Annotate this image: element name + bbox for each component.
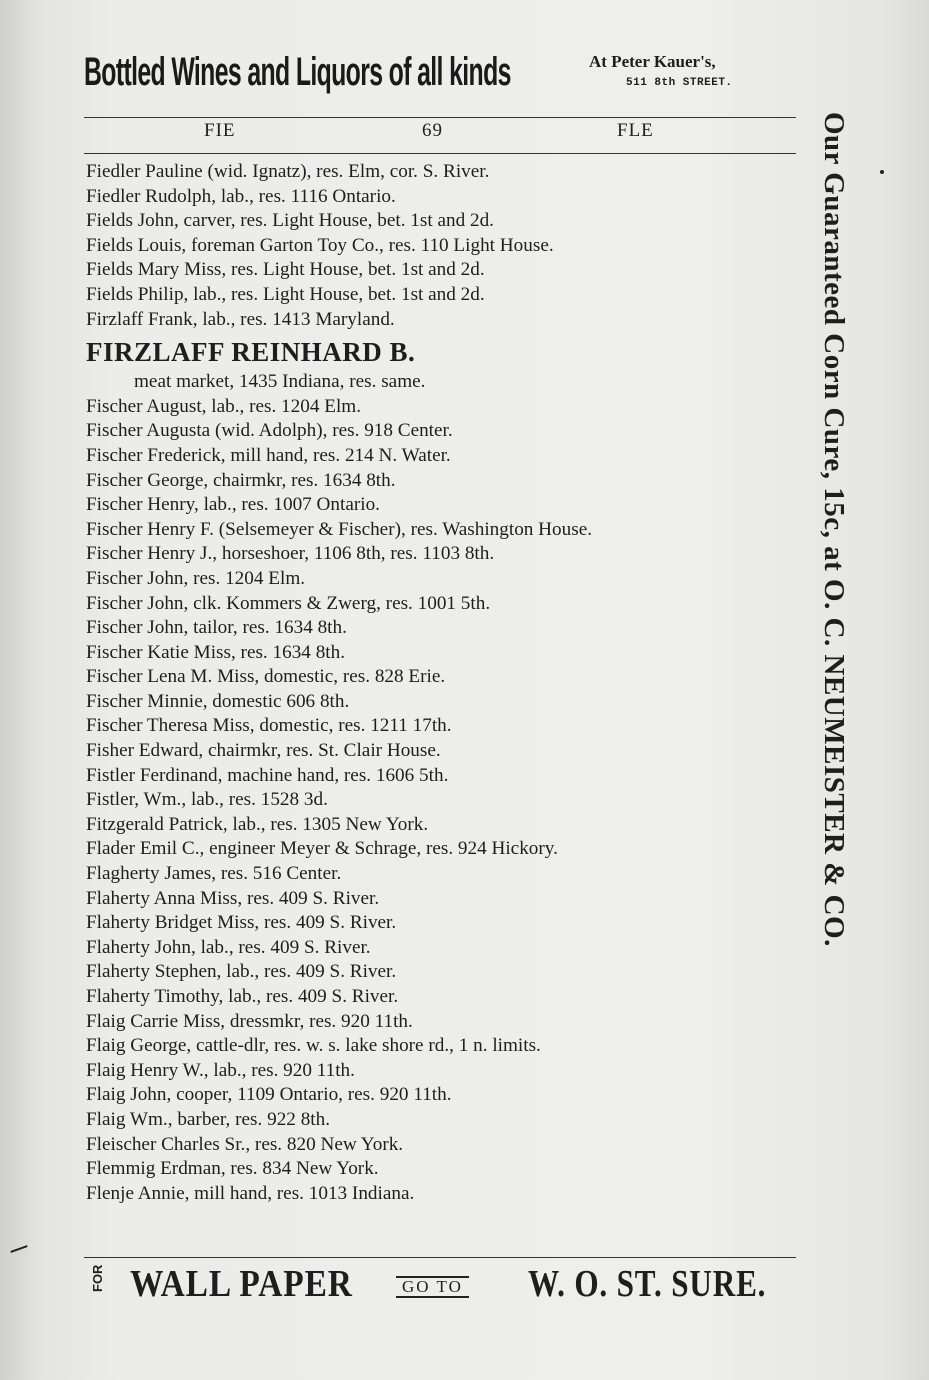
directory-entry: Flader Emil C., engineer Meyer & Schrage, res. 924 Hickory. [86,838,558,860]
directory-entry: Fischer Augusta (wid. Adolph), res. 918 Center. [86,420,453,442]
directory-entry: Firzlaff Frank, lab., res. 1413 Maryland. [86,308,395,330]
directory-entry: Fischer August, lab., res. 1204 Elm. [86,395,361,417]
directory-entry: Flaherty Stephen, lab., res. 409 S. River. [86,961,397,983]
footer-rule [84,1257,796,1258]
directory-entry: Flaherty John, lab., res. 409 S. River. [86,936,371,958]
ink-speck [10,1245,28,1253]
directory-entry: Fields Philip, lab., res. Light House, bet. 1st and 2d. [86,283,485,305]
directory-entry: Fischer George, chairmkr, res. 1634 8th. [86,469,396,491]
directory-entry: Fisher Edward, chairmkr, res. St. Clair House. [86,740,441,762]
directory-entry: Flemmig Erdman, res. 834 New York. [86,1158,379,1180]
directory-entry: Flaig Wm., barber, res. 922 8th. [86,1108,331,1130]
directory-entry-detail: meat market, 1435 Indiana, res. same. [134,371,426,393]
running-head-rule [84,153,796,154]
directory-entry: Flenje Annie, mill hand, res. 1013 Indiana. [86,1182,415,1204]
header-ad-main-text: Bottled Wines and Liquors of all kinds [84,50,511,94]
header-ad-address: 511 8th STREET. [626,77,733,89]
directory-entry: Flaherty Bridget Miss, res. 409 S. River. [86,912,397,934]
footer-ad-go-to: GO TO [396,1276,469,1298]
directory-entry: Fields Mary Miss, res. Light House, bet. 1st and 2d. [86,259,485,281]
directory-entry: Fischer Lena M. Miss, domestic, res. 828 Erie. [86,666,446,688]
directory-entry: Fiedler Pauline (wid. Ignatz), res. Elm, cor. S. River. [86,161,490,182]
side-advertisement [814,112,854,1262]
footer-ad-main-text: WALL PAPER [130,1263,353,1305]
directory-entries [86,160,798,1206]
directory-entry: Fitzgerald Patrick, lab., res. 1305 New York. [86,813,429,835]
footer-ad-for: FOR [90,1264,105,1292]
directory-entry: Flaig Carrie Miss, dressmkr, res. 920 11th. [86,1010,413,1032]
directory-entry: Fischer Henry, lab., res. 1007 Ontario. [86,494,380,516]
directory-entry: Flaig John, cooper, 1109 Ontario, res. 920 11th. [86,1084,452,1106]
directory-entry: Fischer John, clk. Kommers & Zwerg, res. 1001 5th. [86,592,491,614]
directory-entry: Fistler, Wm., lab., res. 1528 3d. [86,789,328,811]
side-ad-text: Our Guaranteed Corn Cure, 15c, at O. C. NEUMEISTER & CO. [818,112,850,947]
directory-entry-display-heading: FIRZLAFF REINHARD B. [86,337,416,368]
ink-speck [880,170,884,174]
directory-entry: Fleischer Charles Sr., res. 820 New York. [86,1133,404,1155]
running-head-left: FIE [204,120,236,141]
running-head-right: FLE [617,120,654,141]
directory-entry: Flaig Henry W., lab., res. 920 11th. [86,1059,355,1081]
header-ad-vendor: At Peter Kauer's, [589,52,716,71]
header-advertisement [84,46,804,102]
directory-entry: Fischer Minnie, domestic 606 8th. [86,690,350,712]
directory-entry: Fischer Katie Miss, res. 1634 8th. [86,641,346,663]
directory-entry: Fischer Theresa Miss, domestic, res. 1211 17th. [86,715,452,737]
directory-entry: Flagherty James, res. 516 Center. [86,863,342,885]
directory-entry: Fischer John, tailor, res. 1634 8th. [86,617,347,639]
directory-entry: Fischer John, res. 1204 Elm. [86,567,306,589]
directory-entry: Fistler Ferdinand, machine hand, res. 1606 5th. [86,764,449,786]
footer-ad-merchant: W. O. ST. SURE. [528,1263,767,1305]
directory-entry: Fischer Frederick, mill hand, res. 214 N. Water. [86,444,451,466]
footer-advertisement [84,1262,796,1322]
directory-entry: Fischer Henry J., horseshoer, 1106 8th, res. 1103 8th. [86,543,495,565]
directory-entry: Fields John, carver, res. Light House, bet. 1st and 2d. [86,210,494,232]
directory-entry: Fischer Henry F. (Selsemeyer & Fischer), res. Washington House. [86,518,593,540]
directory-entry: Flaig George, cattle-dlr, res. w. s. lake shore rd., 1 n. limits. [86,1035,541,1057]
directory-entry: Fiedler Rudolph, lab., res. 1116 Ontario. [86,185,396,207]
running-head [84,118,794,146]
directory-entry: Flaherty Timothy, lab., res. 409 S. River. [86,986,399,1007]
directory-entry: Fields Louis, foreman Garton Toy Co., res. 110 Light House. [86,234,554,256]
directory-entry: Flaherty Anna Miss, res. 409 S. River. [86,887,380,909]
page-number: 69 [422,120,443,141]
